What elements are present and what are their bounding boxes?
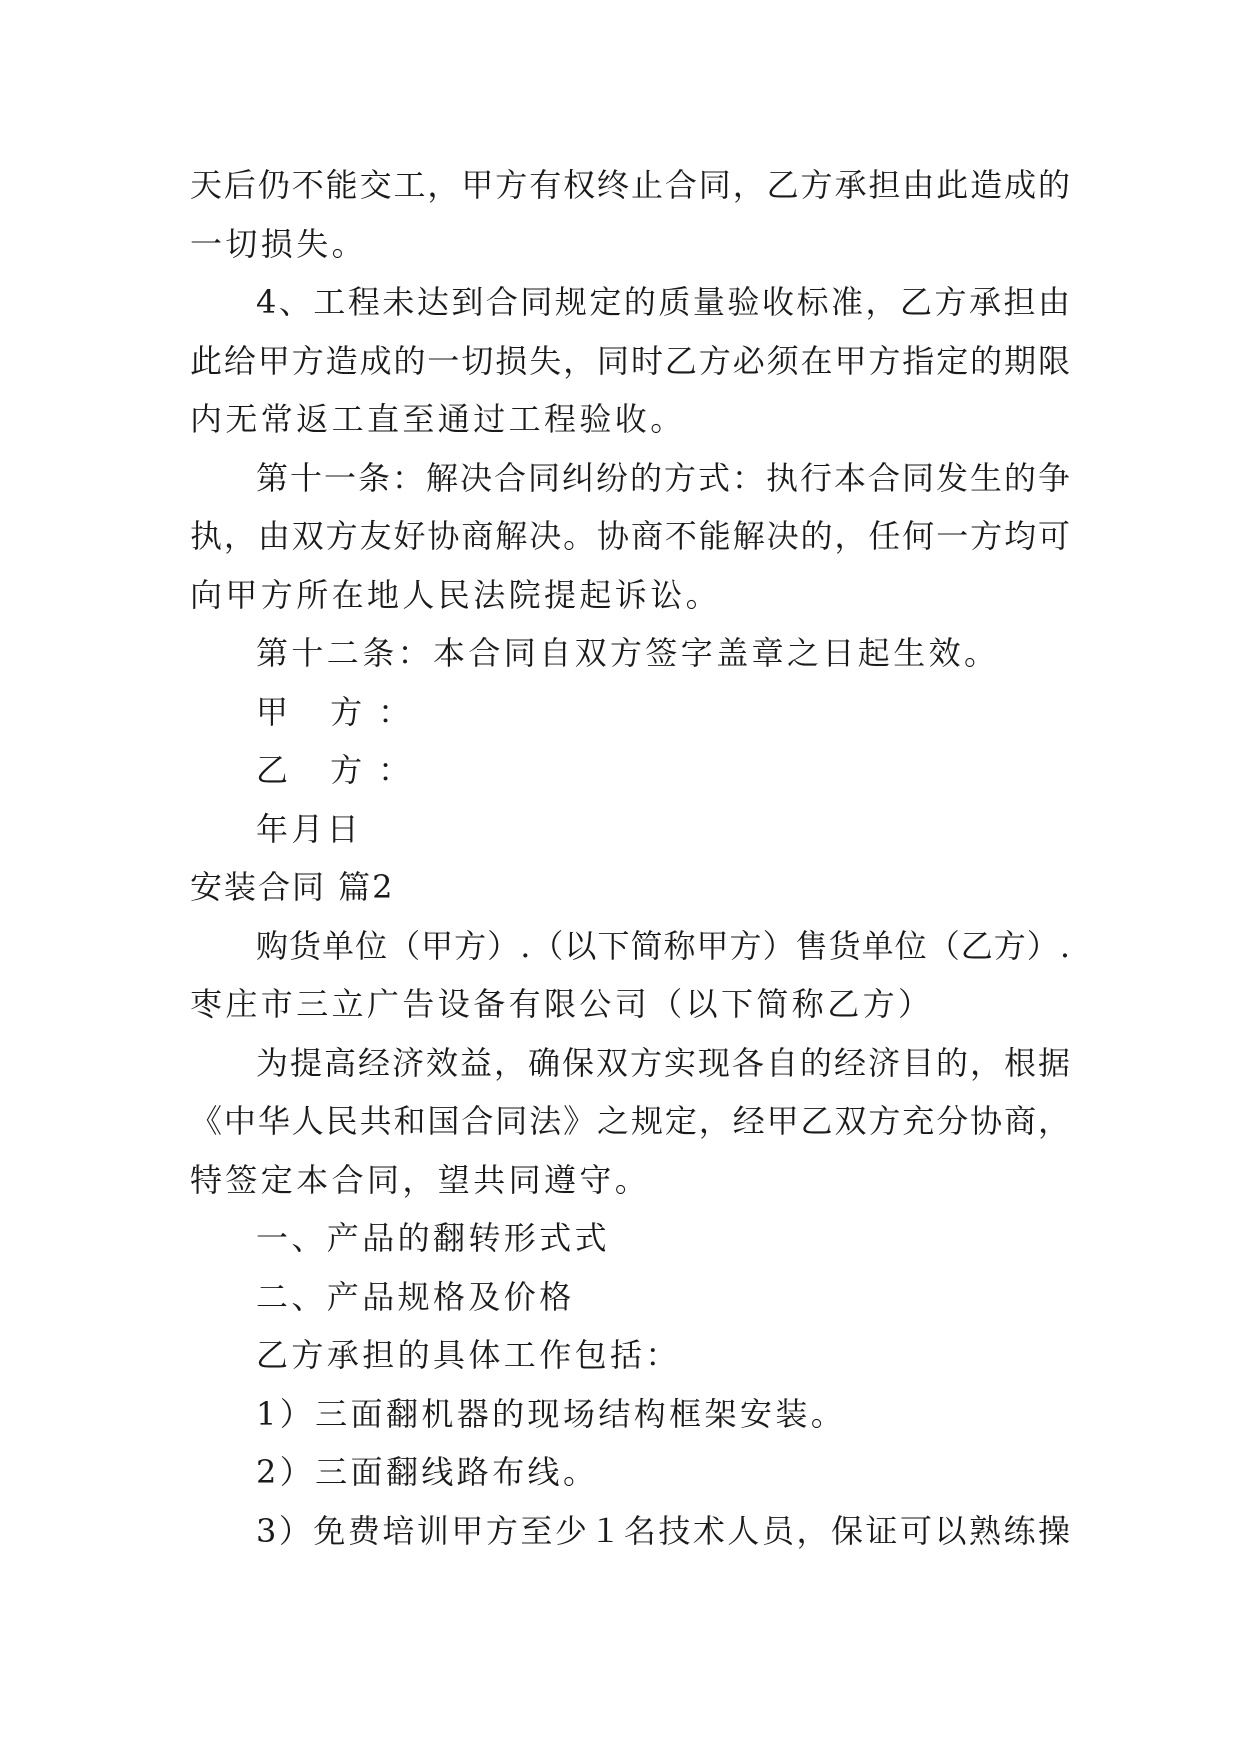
date-line: 年月日 [256, 809, 363, 848]
text-line: 一、产品的翻转形式式 [256, 1219, 611, 1257]
section-heading: 安装合同 篇2 [190, 868, 395, 906]
text-line: 第十一条：解决合同纠纷的方式：执行本合同发生的争 [256, 458, 1070, 497]
text-line: 二、产品规格及价格 [256, 1277, 575, 1316]
party-a-signature-line: 甲 方： [256, 692, 427, 731]
text-line: 第十二条：本合同自双方签字盖章之日起生效。 [256, 634, 1000, 672]
text-line: 执，由双方友好协商解决。协商不能解决的，任何一方均可 [190, 517, 1070, 555]
text-line: 天后仍不能交工，甲方有权终止合同，乙方承担由此造成的 [190, 166, 1070, 204]
text-line: 乙方承担的具体工作包括： [256, 1336, 681, 1374]
text-line: 向甲方所在地人民法院提起诉讼。 [190, 575, 722, 614]
list-item: 2）三面翻线路布线。 [256, 1453, 599, 1491]
list-item: 1）三面翻机器的现场结构框架安装。 [256, 1394, 847, 1433]
party-b-signature-line: 乙 方： [256, 751, 427, 789]
list-item: 3）免费培训甲方至少１名技术人员，保证可以熟练操 [256, 1511, 1070, 1550]
text-line: 一切损失。 [190, 224, 368, 263]
text-line: 购货单位（甲方）.（以下简称甲方）售货单位（乙方）. [256, 926, 1070, 965]
text-line: 此给甲方造成的一切损失，同时乙方必须在甲方指定的期限 [190, 341, 1070, 380]
text-line: 枣庄市三立广告设备有限公司（以下简称乙方） [190, 985, 934, 1023]
text-line: 内无常返工直至通过工程验收。 [190, 400, 686, 438]
text-line: 《中华人民共和国合同法》之规定，经甲乙双方充分协商， [190, 1102, 1070, 1140]
document-body [190, 156, 1070, 1560]
text-line: 4、工程未达到合同规定的质量验收标准，乙方承担由 [256, 283, 1070, 321]
text-line: 特签定本合同，望共同遵守。 [190, 1160, 651, 1199]
text-line: 为提高经济效益，确保双方实现各自的经济目的，根据 [256, 1043, 1070, 1082]
